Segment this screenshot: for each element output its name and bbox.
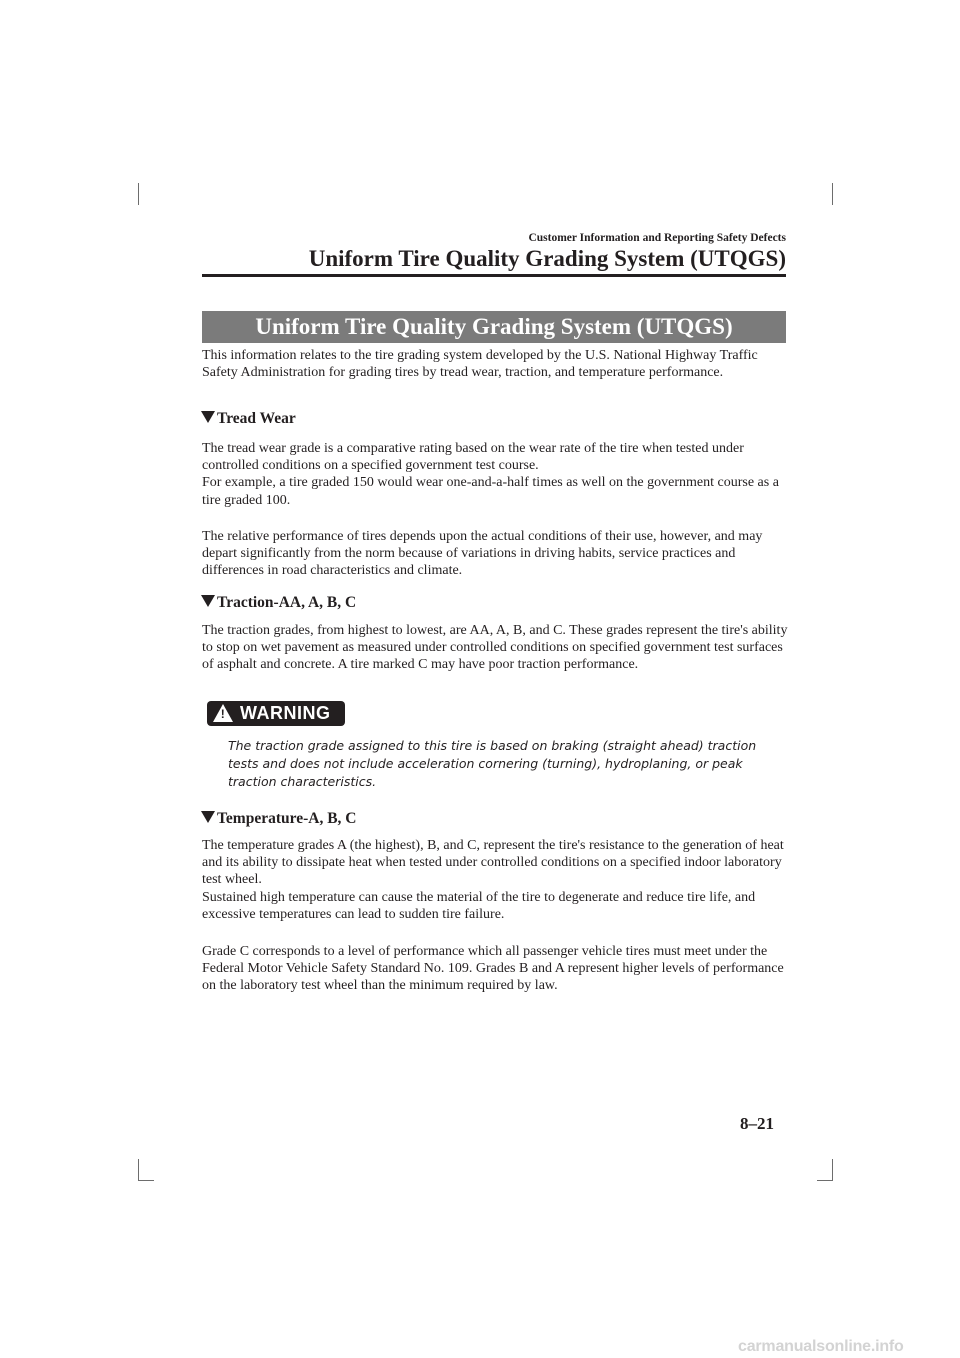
- page-number: 8–21: [740, 1114, 774, 1133]
- temperature-p1: The temperature grades A (the highest), B, and C, represent the tire's resistance to the generation of heat and its ability to dissipate heat when tested under controlled conditions on a specified indoor laboratory test wheel.: [202, 838, 784, 888]
- crop-mark-top-left: [138, 183, 139, 205]
- header-rule: [202, 274, 786, 277]
- crop-mark-bottom-right: [832, 1159, 833, 1181]
- triangle-down-icon: [201, 811, 215, 823]
- temperature-body: [202, 837, 792, 923]
- watermark: carmanualsonline.info: [738, 1338, 904, 1355]
- crop-mark-bottom-left: [138, 1159, 139, 1181]
- chapter-title: Uniform Tire Quality Grading System (UTQGS): [308, 246, 786, 271]
- tread-wear-p1: The tread wear grade is a comparative rating based on the wear rate of the tire when tested under controlled conditions on a specified government test course.: [202, 441, 744, 474]
- temperature-body-2: [202, 943, 792, 995]
- warning-text: The traction grade assigned to this tire is based on braking (straight ahead) traction tests and does not include acceleration cornering (turning), hydroplaning, or peak traction characteristics.: [228, 738, 757, 789]
- tread-wear-body: [202, 440, 792, 509]
- triangle-down-icon: [201, 595, 215, 607]
- heading-tread-wear: [201, 410, 296, 428]
- crop-mark-bottom-left-h: [138, 1180, 154, 1181]
- traction-p1: The traction grades, from highest to lowest, are AA, A, B, and C. These grades represent the tire's ability to stop on wet pavement as measured under controlled conditions on specified government test surfaces of asphalt and concrete. A tire marked C may have poor traction performance.: [202, 623, 788, 673]
- heading-traction: [201, 594, 356, 612]
- triangle-down-icon: [201, 411, 215, 423]
- heading-tread-wear-label: Tread Wear: [217, 410, 296, 427]
- intro-paragraph: [202, 347, 792, 381]
- heading-temperature-label: Temperature-A, B, C: [217, 810, 357, 827]
- intro-text: This information relates to the tire grading system developed by the U.S. National Highway Traffic Safety Administration for grading tires by tread wear, traction, and temperature performance.: [202, 348, 758, 381]
- temperature-p2: Sustained high temperature can cause the material of the tire to degenerate and reduce tire life, and excessive temperatures can lead to sudden tire failure.: [202, 889, 756, 922]
- section-banner: Uniform Tire Quality Grading System (UTQGS): [202, 311, 786, 343]
- traction-body: [202, 622, 792, 674]
- warning-triangle-icon: !: [213, 704, 233, 722]
- heading-temperature: [201, 810, 357, 828]
- tread-wear-p3: The relative performance of tires depends upon the actual conditions of their use, however, and may depart significantly from the norm because of variations in driving habits, service practices and differences in road characteristics and climate.: [202, 529, 763, 579]
- temperature-p3: Grade C corresponds to a level of performance which all passenger vehicle tires must meet under the Federal Motor Vehicle Safety Standard No. 109. Grades B and A represent higher levels of performance on the laboratory test wheel than the minimum required by law.: [202, 944, 784, 994]
- warning-label: WARNING: [240, 703, 331, 723]
- crop-mark-bottom-right-h: [817, 1180, 833, 1181]
- tread-wear-p2: For example, a tire graded 150 would wear one-and-a-half times as well on the government course as a tire graded 100.: [202, 475, 779, 508]
- crop-mark-top-right: [832, 183, 833, 205]
- warning-badge: [207, 701, 345, 726]
- tread-wear-body-2: [202, 528, 792, 580]
- heading-traction-label: Traction-AA, A, B, C: [217, 594, 357, 611]
- section-name: Customer Information and Reporting Safety Defects: [528, 232, 786, 244]
